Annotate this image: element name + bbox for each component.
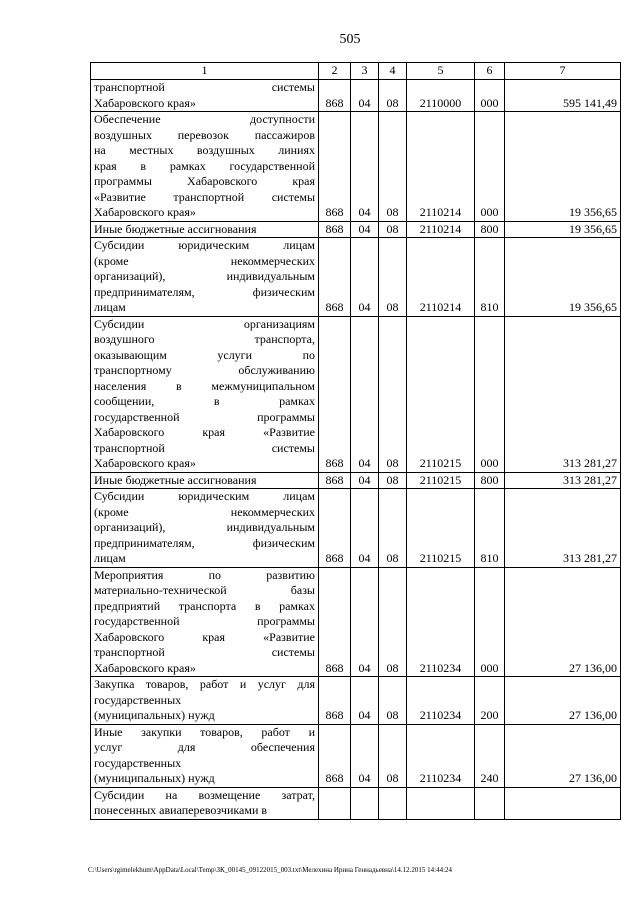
expense-type-cell: 200 xyxy=(475,677,505,725)
section-code-cell: 04 xyxy=(351,238,379,317)
amount-cell: 27 136,00 xyxy=(505,724,621,787)
section-code-cell: 04 xyxy=(351,567,379,677)
row-description xyxy=(91,472,319,489)
description-line: лицам xyxy=(94,300,126,314)
amount-cell: 313 281,27 xyxy=(505,472,621,489)
amount-cell: 27 136,00 xyxy=(505,677,621,725)
description-line: «Развитие транспортной системы xyxy=(94,189,315,204)
amount-cell: 19 356,65 xyxy=(505,221,621,238)
target-article-cell: 2110214 xyxy=(407,238,475,317)
row-description xyxy=(91,724,319,787)
ministry-code-cell: 868 xyxy=(319,112,351,222)
description-line: (кроме некоммерческих xyxy=(94,504,315,519)
row-description xyxy=(91,787,319,819)
description-line: (муниципальных) нужд xyxy=(94,771,215,785)
description-line: государственной программы xyxy=(94,409,315,424)
section-code-cell xyxy=(351,787,379,819)
row-description xyxy=(91,112,319,222)
description-line: Хабаровского края» xyxy=(94,95,196,110)
description-line: предприятий транспорта в рамках xyxy=(94,598,315,613)
ministry-code-cell: 868 xyxy=(319,472,351,489)
description-line: транспортному обслуживанию xyxy=(94,363,315,377)
section-code-cell: 04 xyxy=(351,677,379,725)
subsection-code-cell: 08 xyxy=(379,677,407,725)
target-article-cell: 2110215 xyxy=(407,489,475,568)
section-code-cell: 04 xyxy=(351,724,379,787)
amount-cell: 19 356,65 xyxy=(505,112,621,222)
ministry-code-cell: 868 xyxy=(319,567,351,677)
section-code-cell: 04 xyxy=(351,316,379,472)
column-header: 6 xyxy=(475,63,505,80)
subsection-code-cell: 08 xyxy=(379,489,407,568)
footer-file-path: C:\Users\rgimelekhum\AppData\Local\Temp\ЗК_00145_09122015_003.txt\Мелехина Ирина Геннадьевна\14.12.2015 14:44:24 xyxy=(88,866,453,874)
row-description xyxy=(91,489,319,568)
description-line: предпринимателям, физическим xyxy=(94,535,315,550)
subsection-code-cell: 08 xyxy=(379,221,407,238)
description-line: организаций), индивидуальным xyxy=(94,520,315,534)
description-line: населения в межмуниципальном xyxy=(94,378,315,393)
description-line: Хабаровского края» xyxy=(94,205,196,219)
target-article-cell: 2110234 xyxy=(407,724,475,787)
column-header: 3 xyxy=(351,63,379,80)
description-line: Субсидии организациям xyxy=(94,316,315,331)
description-line: Хабаровского края «Развитие xyxy=(94,425,315,439)
table-row xyxy=(91,112,621,222)
table-row xyxy=(91,472,621,489)
amount-cell xyxy=(505,787,621,819)
description-line: лицам xyxy=(94,551,126,565)
description-line: края в рамках государственной xyxy=(94,158,315,173)
expense-type-cell: 810 xyxy=(475,489,505,568)
description-line: воздушных перевозок пассажиров xyxy=(94,127,315,142)
subsection-code-cell: 08 xyxy=(379,238,407,317)
subsection-code-cell: 08 xyxy=(379,472,407,489)
subsection-code-cell xyxy=(379,787,407,819)
expense-type-cell: 000 xyxy=(475,316,505,472)
ministry-code-cell: 868 xyxy=(319,677,351,725)
description-line: Хабаровского края» xyxy=(94,456,196,470)
expense-type-cell: 000 xyxy=(475,112,505,222)
description-line: сообщении, в рамках xyxy=(94,394,315,408)
target-article-cell xyxy=(407,787,475,819)
expense-type-cell: 000 xyxy=(475,567,505,677)
target-article-cell: 2110215 xyxy=(407,472,475,489)
amount-cell: 27 136,00 xyxy=(505,567,621,677)
description-line: Обеспечение доступности xyxy=(94,112,315,126)
table-row xyxy=(91,221,621,238)
column-header: 5 xyxy=(407,63,475,80)
description-line: Хабаровского края» xyxy=(94,660,196,675)
ministry-code-cell: 868 xyxy=(319,316,351,472)
row-description xyxy=(91,80,319,112)
amount-cell: 313 281,27 xyxy=(505,489,621,568)
ministry-code-cell: 868 xyxy=(319,238,351,317)
target-article-cell: 2110214 xyxy=(407,112,475,222)
description-line: на местных воздушных линиях xyxy=(94,143,315,157)
description-line: транспортной системы xyxy=(94,440,315,455)
expense-type-cell: 810 xyxy=(475,238,505,317)
ministry-code-cell: 868 xyxy=(319,724,351,787)
row-description xyxy=(91,316,319,472)
target-article-cell: 2110234 xyxy=(407,677,475,725)
description-line: (кроме некоммерческих xyxy=(94,253,315,268)
column-header: 2 xyxy=(319,63,351,80)
table-row xyxy=(91,567,621,677)
table-row xyxy=(91,724,621,787)
target-article-cell: 2110000 xyxy=(407,80,475,112)
description-line: Иные бюджетные ассигнования xyxy=(94,221,257,236)
page-number: 505 xyxy=(339,32,361,47)
table-row xyxy=(91,80,621,112)
description-line: государственных xyxy=(94,755,182,770)
target-article-cell: 2110214 xyxy=(407,221,475,238)
description-line: транспортной системы xyxy=(94,645,315,659)
subsection-code-cell: 08 xyxy=(379,112,407,222)
description-line: транспортной системы xyxy=(94,80,315,94)
amount-cell: 313 281,27 xyxy=(505,316,621,472)
column-header: 1 xyxy=(91,63,319,80)
budget-table xyxy=(90,62,621,820)
table-row xyxy=(91,489,621,568)
description-line: Хабаровского края «Развитие xyxy=(94,629,315,644)
description-line: Субсидии на возмещение затрат, xyxy=(94,787,315,802)
expense-type-cell: 800 xyxy=(475,221,505,238)
expense-type-cell xyxy=(475,787,505,819)
target-article-cell: 2110234 xyxy=(407,567,475,677)
section-code-cell: 04 xyxy=(351,472,379,489)
ministry-code-cell: 868 xyxy=(319,489,351,568)
subsection-code-cell: 08 xyxy=(379,567,407,677)
expense-type-cell: 240 xyxy=(475,724,505,787)
description-line: организаций), индивидуальным xyxy=(94,269,315,283)
description-line: воздушного транспорта, xyxy=(94,332,315,346)
description-line: Субсидии юридическим лицам xyxy=(94,238,315,252)
table-row xyxy=(91,238,621,317)
row-description xyxy=(91,567,319,677)
description-line: государственной программы xyxy=(94,614,315,628)
table-row xyxy=(91,316,621,472)
table-header-row xyxy=(91,63,621,80)
description-line: предпринимателям, физическим xyxy=(94,284,315,299)
expense-type-cell: 800 xyxy=(475,472,505,489)
description-line: Иные закупки товаров, работ и xyxy=(94,724,315,739)
expense-type-cell: 000 xyxy=(475,80,505,112)
section-code-cell: 04 xyxy=(351,489,379,568)
section-code-cell: 04 xyxy=(351,112,379,222)
section-code-cell: 04 xyxy=(351,221,379,238)
column-header: 4 xyxy=(379,63,407,80)
description-line: материально-технической базы xyxy=(94,583,315,597)
subsection-code-cell: 08 xyxy=(379,724,407,787)
description-line: оказывающим услуги по xyxy=(94,347,315,362)
description-line: Мероприятия по развитию xyxy=(94,567,315,582)
row-description xyxy=(91,221,319,238)
description-line: (муниципальных) нужд xyxy=(94,708,215,722)
ministry-code-cell xyxy=(319,787,351,819)
description-line: Закупка товаров, работ и услуг для xyxy=(94,677,315,691)
amount-cell: 19 356,65 xyxy=(505,238,621,317)
section-code-cell: 04 xyxy=(351,80,379,112)
description-line: государственных xyxy=(94,692,182,707)
target-article-cell: 2110215 xyxy=(407,316,475,472)
description-line: понесенных авиаперевозчиками в xyxy=(94,803,268,817)
table-row xyxy=(91,787,621,819)
ministry-code-cell: 868 xyxy=(319,221,351,238)
subsection-code-cell: 08 xyxy=(379,316,407,472)
amount-cell: 595 141,49 xyxy=(505,80,621,112)
row-description xyxy=(91,677,319,725)
subsection-code-cell: 08 xyxy=(379,80,407,112)
description-line: Субсидии юридическим лицам xyxy=(94,489,315,503)
description-line: услуг для обеспечения xyxy=(94,740,315,754)
description-line: программы Хабаровского края xyxy=(94,174,315,188)
column-header: 7 xyxy=(505,63,621,80)
description-line: Иные бюджетные ассигнования xyxy=(94,472,257,487)
ministry-code-cell: 868 xyxy=(319,80,351,112)
table-row xyxy=(91,677,621,725)
row-description xyxy=(91,238,319,317)
